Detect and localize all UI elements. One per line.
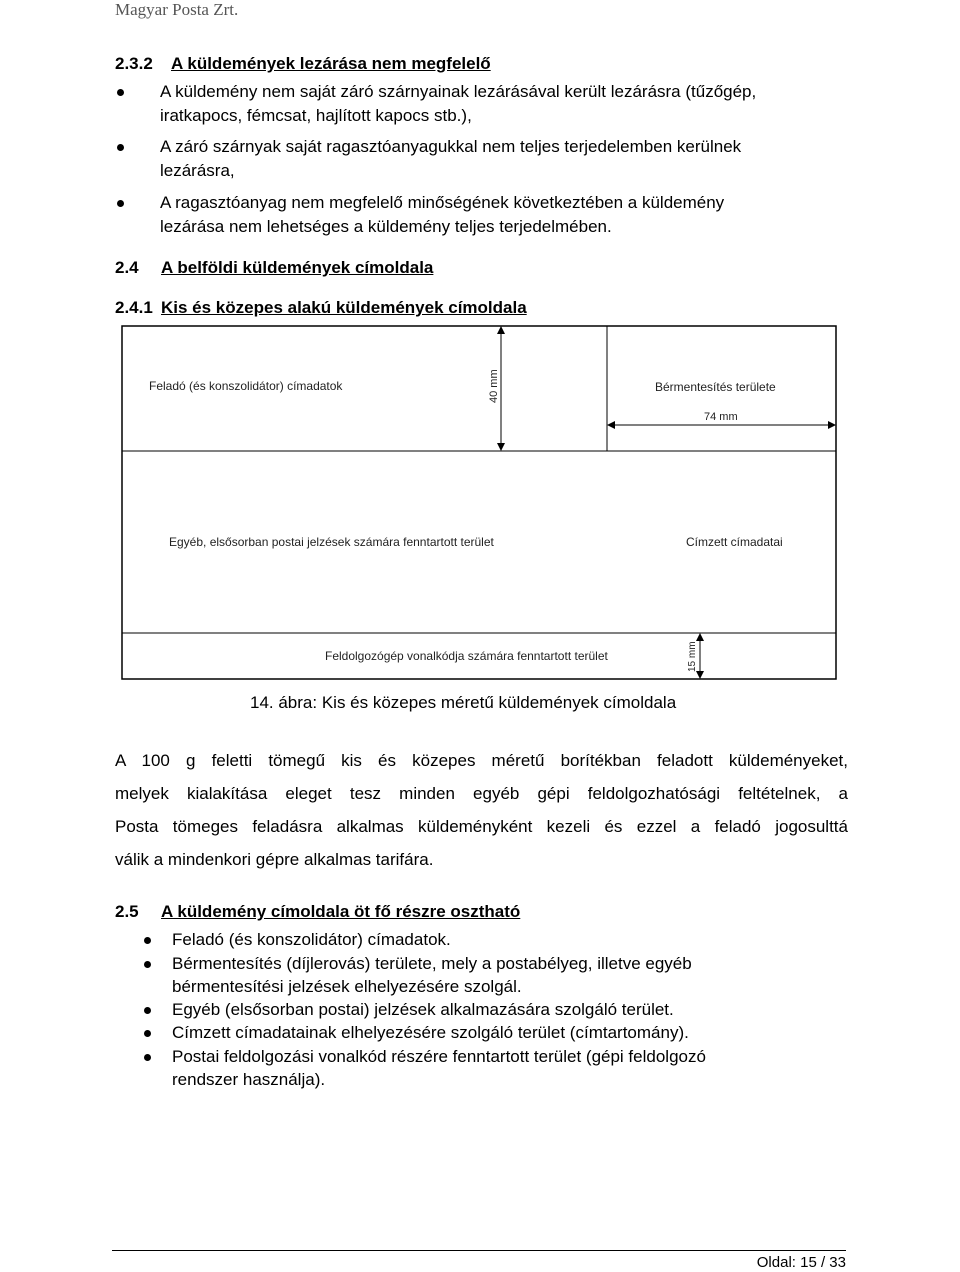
sender-area-label: Feladó (és konszolidátor) címadatok [149, 379, 343, 393]
list-item [172, 998, 674, 1022]
list-item-line: bérmentesítési jelzések elhelyezésére szolgál. [172, 977, 522, 996]
list-item [172, 1021, 689, 1045]
body-paragraph [115, 744, 848, 876]
list-item [172, 928, 451, 952]
bullet-icon [144, 1054, 151, 1061]
section-number: 2.4 [115, 258, 139, 277]
list-item-line: A ragasztóanyag nem megfelelő minőségének következtében a küldemény [160, 193, 725, 212]
dimension-label-74: 74 mm [704, 411, 738, 423]
section-number: 2.5 [115, 902, 139, 921]
bullet-icon [144, 1007, 151, 1014]
list-item-line: Címzett címadatainak elhelyezésére szolgáló terület (címtartomány). [172, 1023, 689, 1042]
dimension-label-40: 40 mm [488, 369, 500, 403]
barcode-area-label: Feldolgozógép vonalkódja számára fenntartott terület [325, 649, 608, 663]
list-item-line: Egyéb (elsősorban postai) jelzések alkalmazására szolgáló terület. [172, 1000, 674, 1019]
section-title: A küldemények lezárása nem megfelelő [171, 54, 491, 73]
recipient-area-label: Címzett címadatai [686, 535, 783, 549]
list-item-line: rendszer használja). [172, 1070, 326, 1089]
list-item-line: Postai feldolgozási vonalkód részére fenntartott terület (gépi feldolgozó [172, 1047, 706, 1066]
list-item [172, 1045, 706, 1091]
paragraph-line: Posta tömeges feladásra alkalmas küldeményként kezeli és ezzel a feladó jogosulttá [115, 817, 848, 836]
list-item-line: A záró szárnyak saját ragasztóanyagukkal nem teljes terjedelemben kerülnek [160, 137, 742, 156]
list-item-line: lezárásra, [160, 161, 235, 180]
list-item-line: iratkapocs, fémcsat, hajlított kapocs stb.), [160, 106, 472, 125]
franking-area-label: Bérmentesítés területe [655, 380, 776, 394]
figure-caption: 14. ábra: Kis és közepes méretű küldemények címoldala [250, 693, 677, 712]
paragraph-line: A 100 g feletti tömegű kis és közepes méretű borítékban feladott küldeményeket, [115, 751, 848, 770]
other-area-label: Egyéb, elsősorban postai jelzések számára fenntartott terület [169, 535, 494, 549]
footer-rule [112, 1250, 846, 1251]
section-title: Kis és közepes alakú küldemények címoldala [161, 298, 527, 317]
page-number: Oldal: 15 / 33 [756, 1254, 846, 1271]
dimension-label-15: 15 mm [687, 641, 698, 672]
list-item-line: lezárása nem lehetséges a küldemény teljes terjedelmében. [160, 217, 612, 236]
list-item-line: A küldemény nem saját záró szárnyainak lezárásával került lezárásra (tűzőgép, [160, 82, 757, 101]
bullet-icon [144, 1030, 151, 1037]
section-title: A belföldi küldemények címoldala [161, 258, 434, 277]
list-item-line: Bérmentesítés (díjlerovás) területe, mely a postabélyeg, illetve egyéb [172, 954, 692, 973]
section-number: 2.4.1 [115, 298, 153, 317]
section-number: 2.3.2 [115, 54, 153, 73]
bullet-icon [144, 937, 151, 944]
paragraph-line: melyek kialakítása eleget tesz minden egyéb gépi feldolgozhatósági feltételnek, a [115, 784, 848, 803]
bullet-icon [144, 961, 151, 968]
section-title: A küldemény címoldala öt fő részre osztható [161, 902, 521, 921]
paragraph-line: válik a mindenkori gépre alkalmas tarifára. [115, 850, 434, 869]
list-item [172, 952, 692, 998]
list-item-line: Feladó (és konszolidátor) címadatok. [172, 930, 451, 949]
document-header: Magyar Posta Zrt. [115, 0, 239, 19]
section-heading-2-5 [115, 902, 520, 922]
